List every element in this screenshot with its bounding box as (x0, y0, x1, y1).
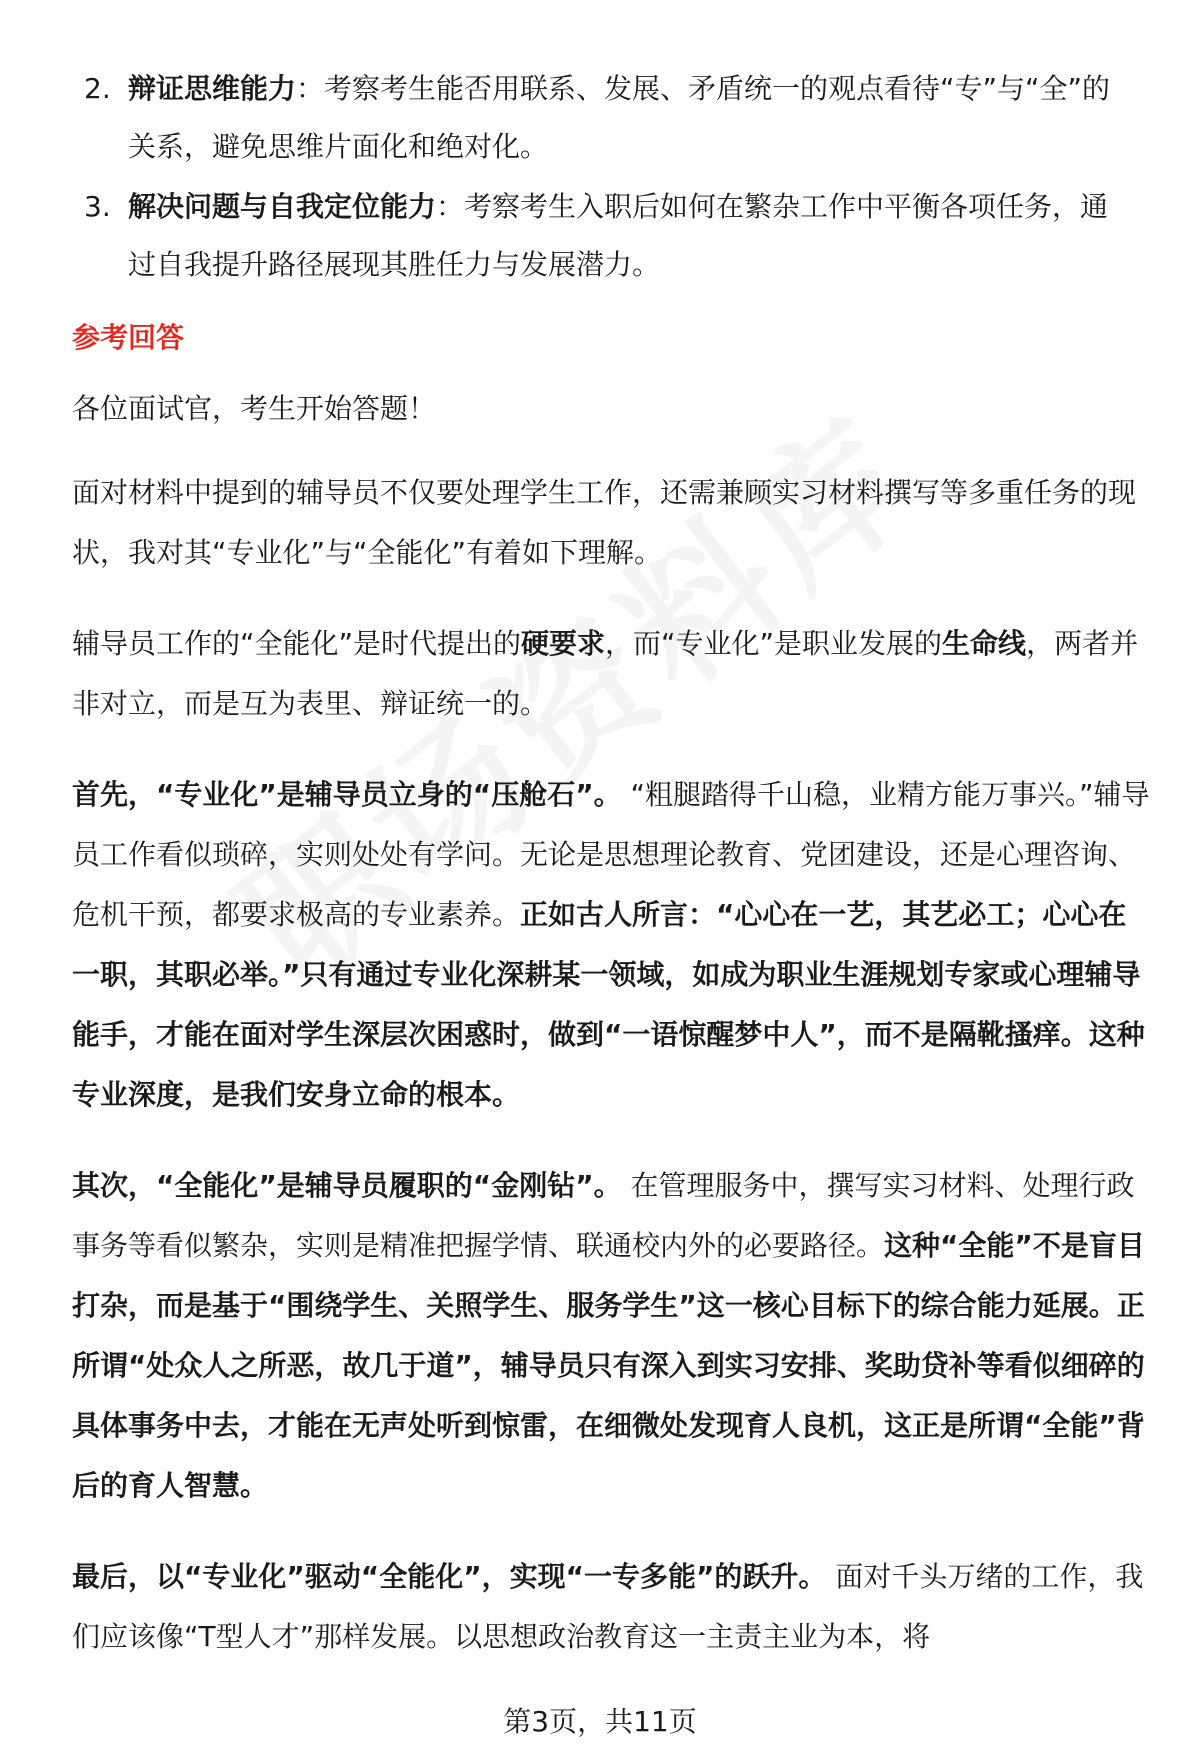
point-emphasis: 正如古人所言：“心心在一艺，其艺必工；心心在一职，其职必举。”只有通过专业化深耕某一领域，如成为职业生涯规划专家或心理辅导能手，才能在面对学生深层次困惑时，做到“一语惊醒梦中人”，而不是隔靴搔痒。这种专业深度，是我们安身立命的根本。 (72, 898, 1145, 1111)
thesis-text: ，两者并非对立，而是互为表里、辩证统一的。 (72, 627, 1139, 720)
thesis-emphasis: 生命线 (942, 627, 1027, 660)
point-text: 在管理服务中，撰写实习材料、处理行政事务等看似繁杂，实则是精准把握学情、联通校内外的必要路径。 (72, 1169, 1135, 1262)
list-item (84, 178, 1134, 294)
thesis-paragraph (72, 614, 1152, 734)
thesis-emphasis: 硬要求 (521, 627, 606, 660)
second-point-paragraph (72, 1156, 1152, 1516)
list-item (84, 60, 1134, 176)
list-item-title: 解决问题与自我定位能力 (128, 190, 437, 223)
point-emphasis: 这种“全能”不是盲目打杂，而是基于“围绕学生、关照学生、服务学生”这一核心目标下的综合能力延展。正所谓“处众人之所恶，故几于道”，辅导员只有深入到实习安排、奖助贷补等看似细碎的具体事务中去，才能在无声处听到惊雷，在细微处发现育人良机，这正是所谓“全能”背后的育人智慧。 (72, 1229, 1145, 1502)
third-point-paragraph (72, 1547, 1152, 1667)
ability-list (84, 60, 1134, 296)
list-item-text: ：考察考生能否用联系、发展、矛盾统一的观点看待“专”与“全”的关系，避免思维片面化和绝对化。 (128, 72, 1111, 163)
point-lead: 其次，“全能化”是辅导员履职的“金刚钻”。 (72, 1169, 622, 1202)
list-item-title: 辩证思维能力 (128, 72, 297, 105)
section-heading: 参考回答 (72, 321, 185, 354)
point-text: 面对千头万绪的工作，我们应该像“T型人才”那样发展。以思想政治教育这一主责主业为本，将 (72, 1560, 1144, 1653)
greeting-paragraph: 各位面试官，考生开始答题！ (72, 392, 437, 425)
list-item-text: ：考察考生入职后如何在繁杂工作中平衡各项任务，通过自我提升路径展现其胜任力与发展潜力。 (128, 190, 1109, 281)
page-footer: 第3页，共11页 (503, 1705, 697, 1738)
point-text: “粗腿踏得千山稳，业精方能万事兴。”辅导员工作看似琐碎，实则处处有学问。无论是思想理论教育、党团建设，还是心理咨询、危机干预，都要求极高的专业素养。 (72, 778, 1150, 931)
thesis-text: 辅导员工作的“全能化”是时代提出的 (72, 627, 522, 660)
point-lead: 最后，以“专业化”驱动“全能化”，实现“一专多能”的跃升。 (72, 1560, 827, 1593)
intro-paragraph: 面对材料中提到的辅导员不仅要处理学生工作，还需兼顾实习材料撰写等多重任务的现状，我对其“专业化”与“全能化”有着如下理解。 (72, 476, 1137, 569)
list-number: 2. (84, 72, 111, 105)
point-lead: 首先，“专业化”是辅导员立身的“压舱石”。 (72, 778, 622, 811)
first-point-paragraph (72, 765, 1152, 1125)
thesis-text: ，而“专业化”是职业发展的 (605, 627, 943, 660)
answer-section (72, 318, 1152, 1698)
list-number: 3. (84, 190, 111, 223)
